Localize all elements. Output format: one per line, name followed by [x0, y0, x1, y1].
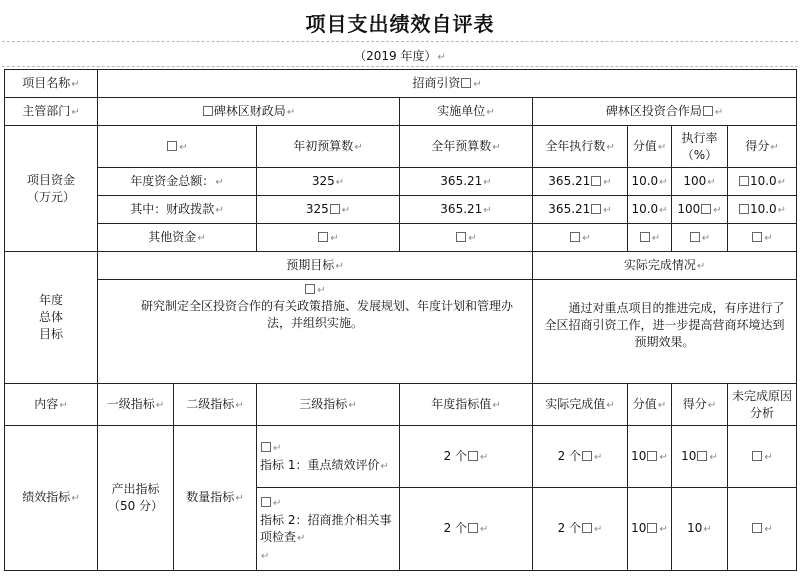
score-value: 10 ↵: [628, 426, 672, 488]
reason: ↵: [728, 426, 797, 488]
impl-unit-label: 实施单位↵: [400, 98, 533, 126]
score: 10 ↵: [672, 426, 728, 488]
project-name-row: [5, 70, 797, 98]
target-value: 2 个 ↵: [400, 426, 533, 488]
funds-initial: ↵: [257, 224, 400, 252]
header-score: 得分↵: [672, 384, 728, 426]
actual-value: 2 个 ↵: [533, 426, 628, 488]
actual-result-text: 通过对重点项目的推进完成，有序进行了全区招商引资工作，进一步提高营商环境达到预期效果。: [533, 280, 797, 384]
funds-row-fiscal: [5, 196, 797, 224]
indicators-header-row: [5, 384, 797, 426]
indicator-row: [5, 426, 797, 488]
funds-label: 项目资金 （万元）: [5, 126, 98, 252]
header-score-value: 分值↵: [628, 126, 672, 168]
funds-score: 10.0↵: [728, 168, 797, 196]
expected-goal-header: 预期目标↵: [98, 252, 533, 280]
header-score-value: 分值↵: [628, 384, 672, 426]
funds-annual: ↵: [400, 224, 533, 252]
department-row: [5, 98, 797, 126]
header-annual-budget: 全年预算数↵: [400, 126, 533, 168]
funds-annual: 365.21↵: [400, 196, 533, 224]
guide-line: [2, 66, 798, 67]
level1-cell: 产出指标 （50 分）: [98, 426, 174, 571]
project-name-value: 招商引资 ↵: [98, 70, 797, 98]
funds-score-value: ↵: [628, 224, 672, 252]
funds-rate: 100 ↵: [672, 196, 728, 224]
header-executed: 全年执行数↵: [533, 126, 628, 168]
level3-cell: ↵ 指标 1：重点绩效评价↵: [257, 426, 400, 488]
impl-unit-value: 碑林区投资合作局 ↵: [533, 98, 797, 126]
funds-blank-header: ↵: [98, 126, 257, 168]
header-target: 年度指标值↵: [400, 384, 533, 426]
funds-annual: 365.21↵: [400, 168, 533, 196]
funds-row-label: 年度资金总额：↵: [98, 168, 257, 196]
goals-text-row: [5, 280, 797, 384]
expected-goal-text: ↵ 研究制定全区投资合作的有关政策措施、发展规划、年度计划和管理办法，并组织实施。: [98, 280, 533, 384]
funds-row-label: 其中：财政拨款↵: [98, 196, 257, 224]
actual-result-header: 实际完成情况↵: [533, 252, 797, 280]
funds-row-total: [5, 168, 797, 196]
score-value: 10 ↵: [628, 488, 672, 571]
header-content: 内容↵: [5, 384, 98, 426]
target-value: 2 个 ↵: [400, 488, 533, 571]
funds-header-row: [5, 126, 797, 168]
goals-header-row: [5, 252, 797, 280]
year-subtitle: （2019 年度）↵: [354, 49, 446, 63]
header-score: 得分↵: [728, 126, 797, 168]
level2-cell: 数量指标↵: [174, 426, 257, 571]
funds-row-other: [5, 224, 797, 252]
funds-executed: 365.21 ↵: [533, 196, 628, 224]
header-level2: 二级指标↵: [174, 384, 257, 426]
page-title: 项目支出绩效自评表: [305, 12, 495, 36]
funds-executed: ↵: [533, 224, 628, 252]
project-name-label: 项目名称↵: [5, 70, 98, 98]
funds-initial: 325↵: [257, 168, 400, 196]
funds-executed: 365.21 ↵: [533, 168, 628, 196]
header-level1: 一级指标↵: [98, 384, 174, 426]
header-actual: 实际完成值↵: [533, 384, 628, 426]
funds-rate: 100↵: [672, 168, 728, 196]
funds-score-value: 10.0↵: [628, 196, 672, 224]
reason: ↵: [728, 488, 797, 571]
header-initial-budget: 年初预算数↵: [257, 126, 400, 168]
funds-score: ↵: [728, 224, 797, 252]
header-level3: 三级指标↵: [257, 384, 400, 426]
header-reason: 未完成原因分析: [728, 384, 797, 426]
goals-label: 年度 总体 目标: [5, 252, 98, 384]
level3-cell: ↵ 指标 2：招商推介相关事项检查↵ ↵: [257, 488, 400, 571]
header-exec-rate: 执行率（%）: [672, 126, 728, 168]
actual-value: 2 个 ↵: [533, 488, 628, 571]
funds-score-value: 10.0↵: [628, 168, 672, 196]
dept-value: 碑林区财政局↵: [98, 98, 400, 126]
funds-initial: 325 ↵: [257, 196, 400, 224]
guide-line: [2, 41, 798, 42]
funds-row-label: 其他资金↵: [98, 224, 257, 252]
indicators-label: 绩效指标↵: [5, 426, 98, 571]
funds-rate: ↵: [672, 224, 728, 252]
evaluation-table: [4, 69, 797, 571]
dept-label: 主管部门↵: [5, 98, 98, 126]
funds-score: 10.0↵: [728, 196, 797, 224]
score: 10↵: [672, 488, 728, 571]
